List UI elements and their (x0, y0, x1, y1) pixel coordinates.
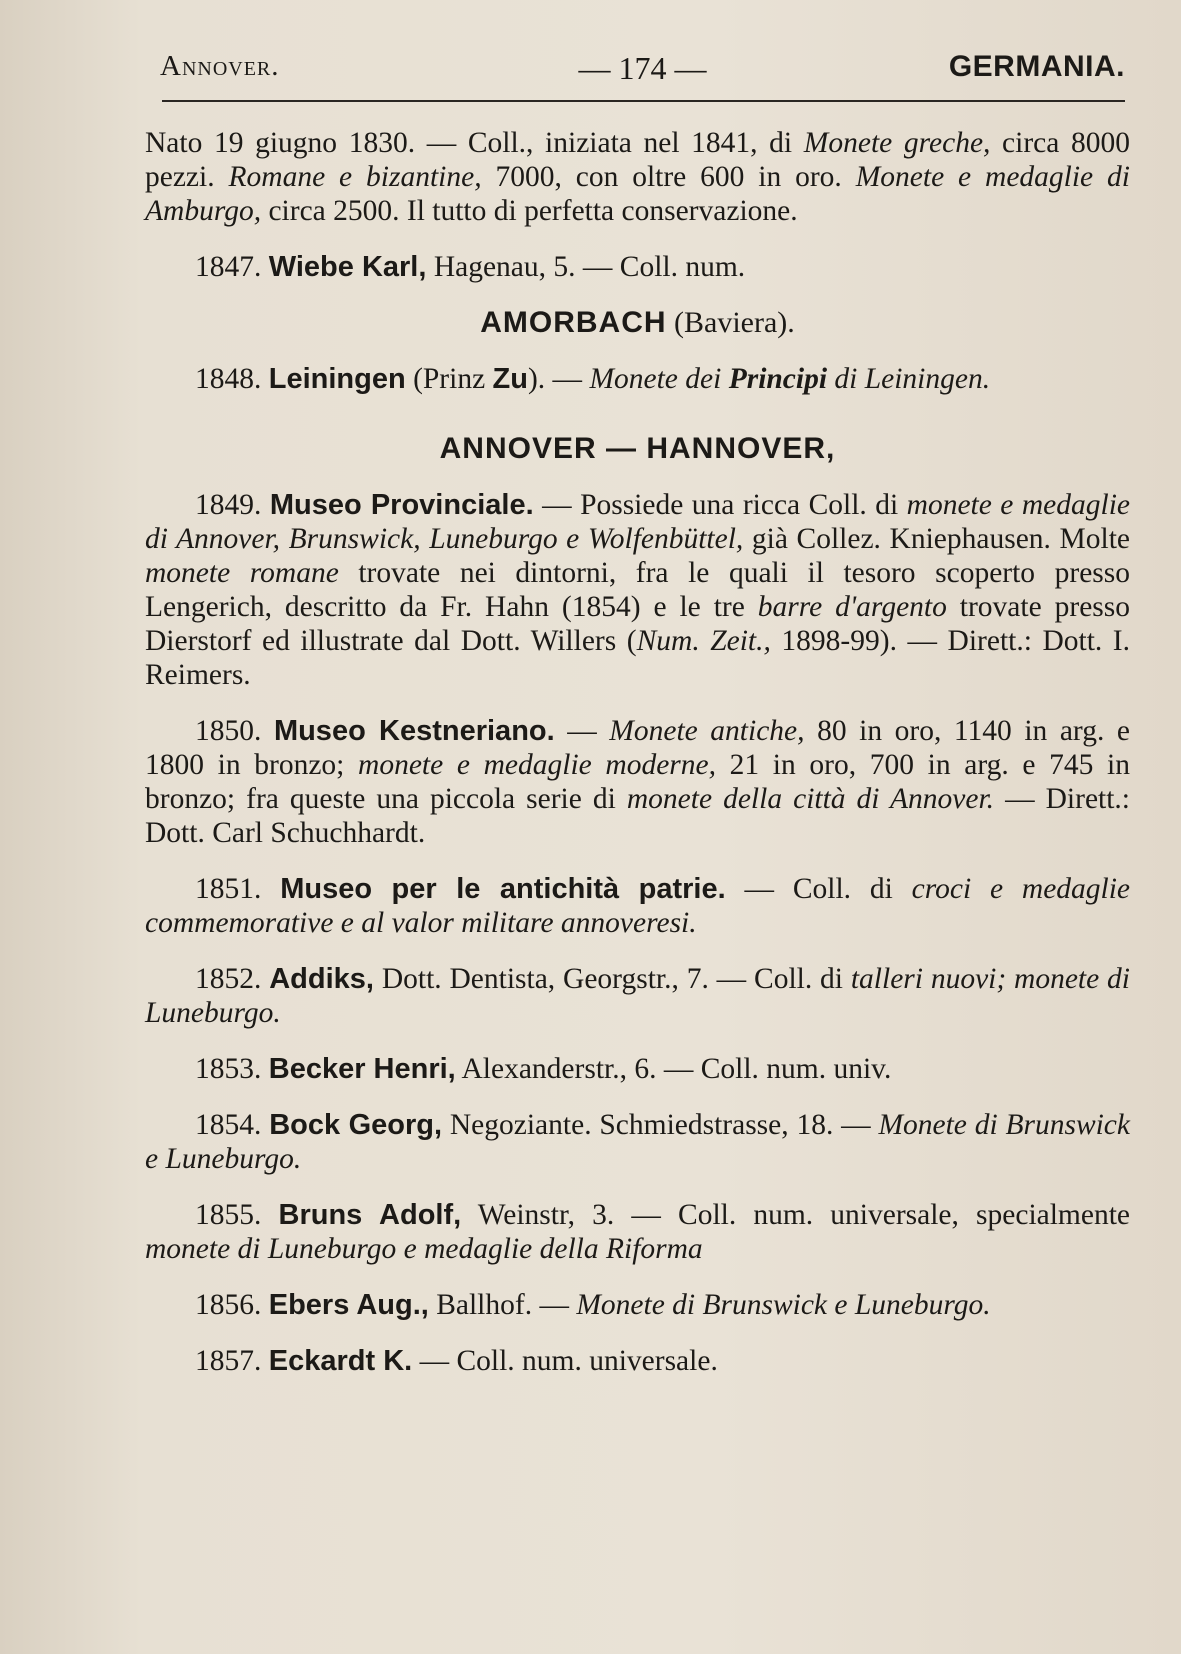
city-heading-annover: ANNOVER — HANNOVER, (439, 432, 836, 465)
entry-1851: 1851. Museo per le antichità patrie. — Coll. di croci e medaglie commemorative e al valor militare annoveresi. (145, 873, 1131, 939)
entry-1848: 1848. Leiningen (Prinz Zu). — Monete dei Principi di Leiningen. (195, 363, 991, 395)
entry-1853: 1853. Becker Henri, Alexanderstr., 6. — Coll. num. univ. (195, 1053, 892, 1085)
page-number: — 174 — (578, 50, 707, 86)
entry-1855: 1855. Bruns Adolf, Weinstr, 3. — Coll. num. universale, specialmente monete di Luneburgo e medaglie della Riforma (145, 1199, 1131, 1265)
header-rule (162, 100, 1125, 102)
entry-1852: 1852. Addiks, Dott. Dentista, Georgstr., 7. — Coll. di talleri nuovi; monete di Luneburgo. (145, 963, 1131, 1029)
page-body (145, 126, 1130, 1378)
running-header (160, 50, 1125, 90)
entry-1849: 1849. Museo Provinciale. — Possiede una ricca Coll. di monete e medaglie di Annover, Brunswick, Luneburgo e Wolfenbüttel, già Collez. Kniephausen. Molte monete romane trovate nei dintorni, fra le quali il tesoro scoperto presso Lengerich, descritto da Fr. Hahn (1854) e le tre barre d'argento trovate presso Dierstorf ed illustrate dal Dott. Willers (Num. Zeit., 1898-99). — Dirett.: Dott. I. Reimers. (145, 489, 1131, 691)
header-city: Annover. (160, 50, 280, 82)
entry-1857: 1857. Eckardt K. — Coll. num. universale. (195, 1345, 718, 1377)
intro-paragraph: Nato 19 giugno 1830. — Coll., iniziata nel 1841, di Monete greche, circa 8000 pezzi. Romane e bizantine, 7000, con oltre 600 in oro. Monete e medaglie di Amburgo, circa 2500. Il tutto di perfetta conservazione. (145, 127, 1130, 227)
entry-1856: 1856. Ebers Aug., Ballhof. — Monete di Brunswick e Luneburgo. (195, 1289, 991, 1321)
entry-1847: 1847. Wiebe Karl, Hagenau, 5. — Coll. num. (195, 251, 746, 283)
header-country: GERMANIA. (948, 50, 1125, 83)
entry-1850: 1850. Museo Kestneriano. — Monete antiche, 80 in oro, 1140 in arg. e 1800 in bronzo; monete e medaglie moderne, 21 in oro, 700 in arg. e 745 in bronzo; fra queste una piccola serie di monete della città di Annover. — Dirett.: Dott. Carl Schuchhardt. (145, 715, 1131, 849)
city-heading-amorbach: AMORBACH (Baviera). (480, 306, 795, 339)
entry-1854: 1854. Bock Georg, Negoziante. Schmiedstrasse, 18. — Monete di Brunswick e Luneburgo. (145, 1109, 1130, 1175)
